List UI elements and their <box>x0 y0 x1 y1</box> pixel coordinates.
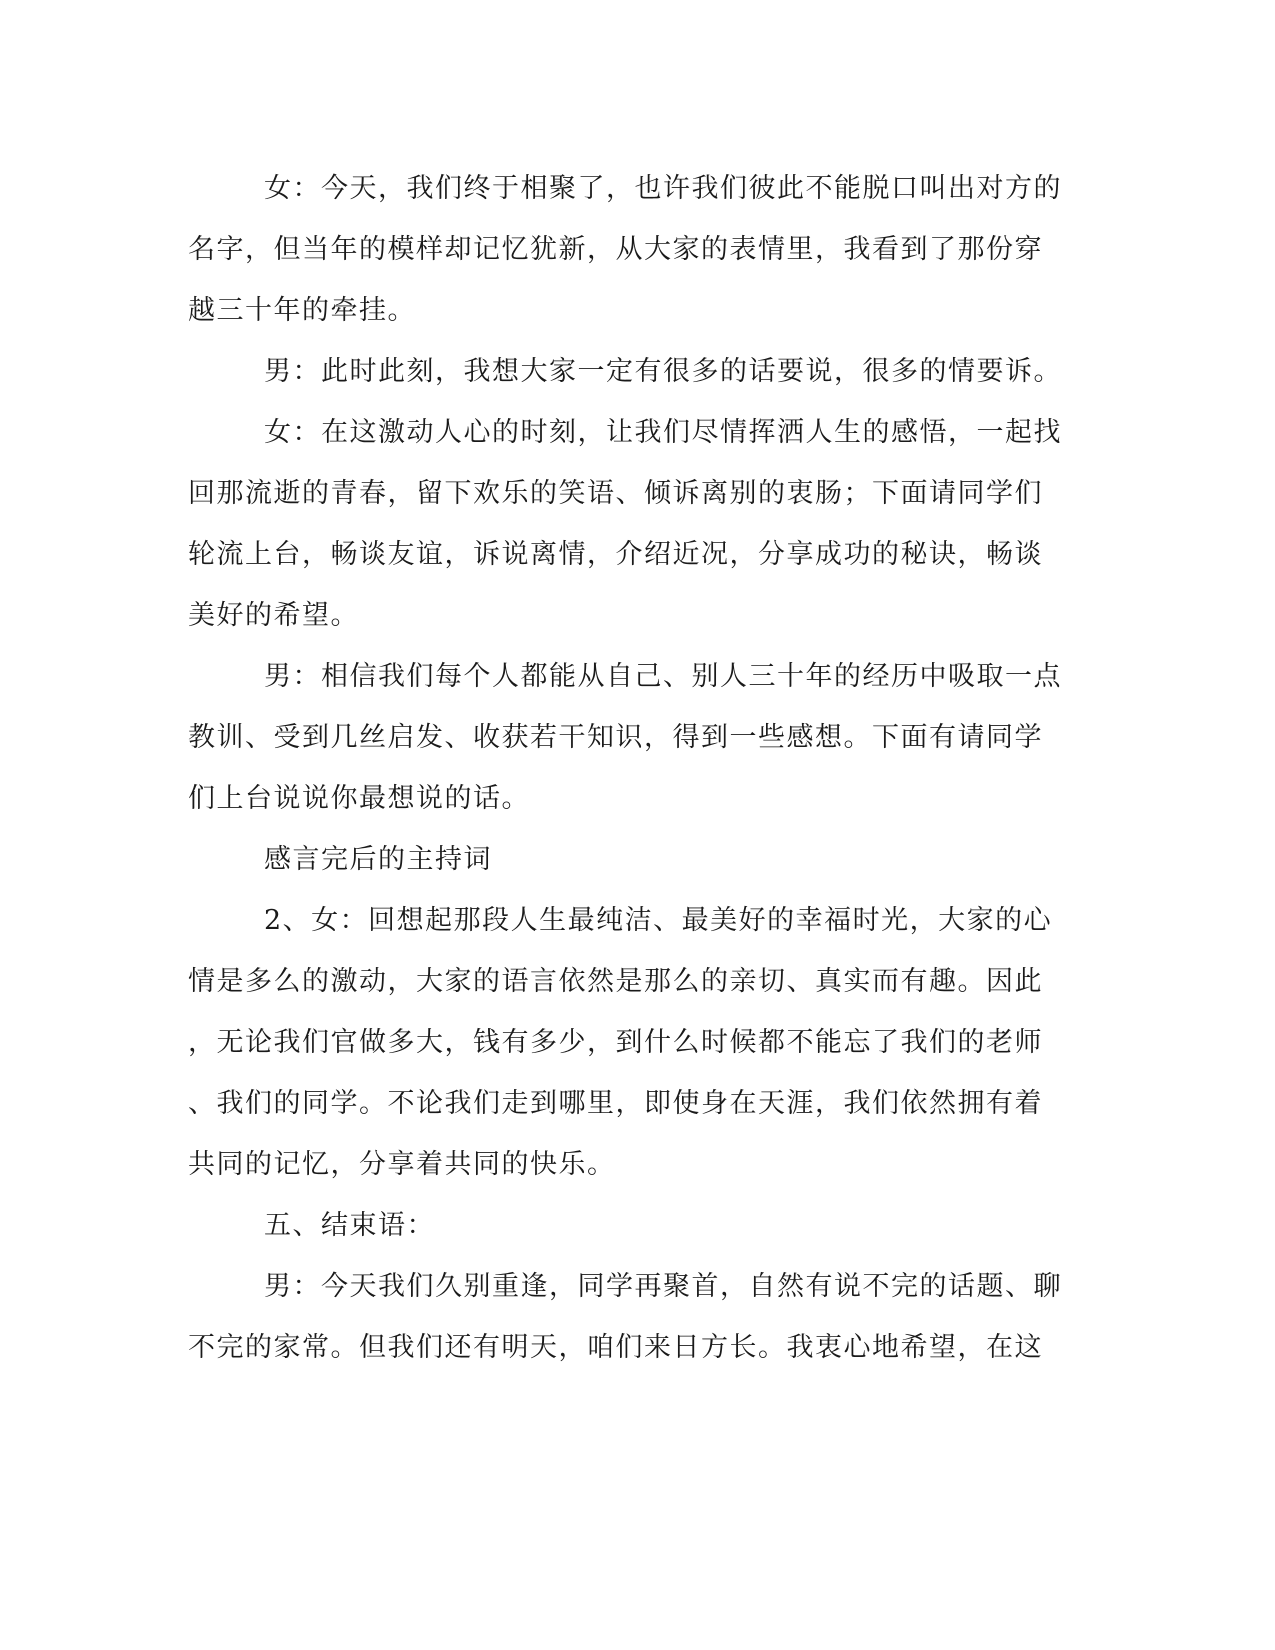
paragraph-line: 2、女：回想起那段人生最纯洁、最美好的幸福时光，大家的心 <box>264 905 1053 936</box>
paragraph-line: 共同的记忆，分享着共同的快乐。 <box>188 1149 616 1180</box>
paragraph-line: 回那流逝的青春，留下欢乐的笑语、倾诉离别的衷肠；下面请同学们 <box>188 478 1043 509</box>
document-body <box>188 158 1088 1378</box>
paragraph-line: 美好的希望。 <box>188 600 359 631</box>
paragraph-line: 男：此时此刻，我想大家一定有很多的话要说，很多的情要诉。 <box>264 356 1062 387</box>
paragraph-line: 男：今天我们久别重逢，同学再聚首，自然有说不完的话题、聊 <box>264 1271 1062 1302</box>
paragraph-line: 情是多么的激动，大家的语言依然是那么的亲切、真实而有趣。因此 <box>188 966 1043 997</box>
section-heading: 五、结束语： <box>264 1210 435 1241</box>
paragraph-line: ，无论我们官做多大，钱有多少，到什么时候都不能忘了我们的老师 <box>188 1027 1043 1058</box>
paragraph-line: 男：相信我们每个人都能从自己、别人三十年的经历中吸取一点 <box>264 661 1062 692</box>
section-heading: 感言完后的主持词 <box>264 844 492 875</box>
paragraph-line: 不完的家常。但我们还有明天，咱们来日方长。我衷心地希望，在这 <box>188 1332 1043 1363</box>
paragraph-line: 轮流上台，畅谈友谊，诉说离情，介绍近况，分享成功的秘诀，畅谈 <box>188 539 1043 570</box>
paragraph-line: 越三十年的牵挂。 <box>188 295 416 326</box>
paragraph-line: 们上台说说你最想说的话。 <box>188 783 530 814</box>
paragraph-line: 名字，但当年的模样却记忆犹新，从大家的表情里，我看到了那份穿 <box>188 234 1043 265</box>
paragraph-line: 女：今天，我们终于相聚了，也许我们彼此不能脱口叫出对方的 <box>264 173 1062 204</box>
paragraph-line: 女：在这激动人心的时刻，让我们尽情挥洒人生的感悟，一起找 <box>264 417 1062 448</box>
paragraph-line: 、我们的同学。不论我们走到哪里，即使身在天涯，我们依然拥有着 <box>188 1088 1043 1119</box>
paragraph-line: 教训、受到几丝启发、收获若干知识，得到一些感想。下面有请同学 <box>188 722 1043 753</box>
